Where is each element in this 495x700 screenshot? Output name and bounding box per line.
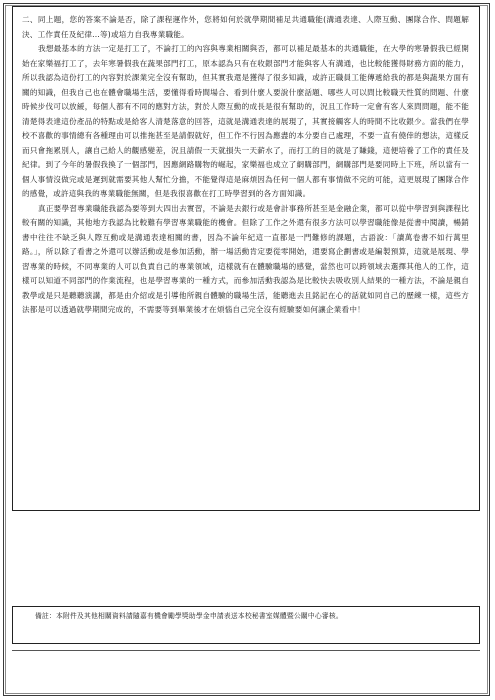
essay-answer-box (12, 6, 480, 511)
question-prompt: 二、同上題，您的答案不論是否，除了課程運作外，您將如何於就學期間補足共通職能(溝通表達、人際互動、團隊合作、問題解決、工作責任及紀律...等)或培力自我專業職能。 (22, 15, 469, 39)
essay-paragraph-professional-skills: 真正要學習專業職能我認為要等到大四出去實習，不論是去銀行或是會計事務所甚至是金融企業，都可以從中學習到與課程比較有關的知識，其他地方我認為比較難有學習專業職能的機會。但除了工作之外還有很多方法可以學習職能像是從書中閱讀，暢銷書中往往不缺乏與人際互動或是溝通表達相關的書，因為不論年紀這一直都是一門難修的課題，古語說：「讀萬卷書不如行萬里路。」，所以除了看書之外還可以辦活動或是參加活動，辦一場活動肯定要從零開始，還要寫企劃書或是編製預算，這就是展現、學習專業的時候，不同專業的人可以負責自己的專業領域，這樣就有在體驗職場的感覺，當然也可以跨領域去選擇其他人的工作，這樣可以知道不同部門的作業流程，也是學習專業的一種方式，而參加活動我認為是比較快去吸收別人結果的一種方法，不論是親自教學或是只是聽聽演講，都是由介紹或是引導他所親自體驗的職場生活，能聽進去且銘記在心的話就如同自己的歷練一樣，這些方法都是可以透過就學期間完成的，不需要等到畢業後才在煩惱自己完全沒有經驗要如何讓企業看中！ (22, 203, 469, 314)
bottom-divider (12, 650, 480, 651)
footer-note: 備註：本附件及其他相關資料請隨嘉有機會勵學獎助學金申請表送本校秘書室媒體暨公關中心審核。 (35, 612, 343, 620)
footer-note-box (12, 606, 480, 644)
essay-paragraph-part-time-job: 我想最基本的方法一定是打工了，不論打工的內容與專業相關與否，都可以補足最基本的共通職能，在大學的寒暑假我已經開始在家樂福打工了，去年寒暑假我在蔬果部門打工，原本認為只有在收銀部門才能與客人有溝通，也比較能獲得財務方面的能力，所以我認為這份打工的內容對於課業完全沒有幫助，但其實我還是獲得了很多知識，或許正職員工能傳遞給我的都是與蔬果方面有關的知識，但我自己也在體會職場生活，要懂得看時間場合、看到什麼人要說什麼話題、哪些人可以問比較職天性質的問題、什麼時候步伐可以放緩，每個人都有不同的應對方法，對於人際互動的成長是很有幫助的，況且工作時一定會有客人來問問題，能不能清楚得表達這份產品的特點或是給客人清楚落意的回答，這就是溝通表達的展現了，其實接觸客人的時間不比收銀少。當我們在學校不喜歡的事情總有各種理由可以推拖甚至是請假就好，但工作不行因為應盡的本分要自己處理，不要一直有僥倖的想法，這樣反而只會拖累別人，讓自己給人的觀感變差，況且請假一天就損失一天薪水了，而打工的目的就是了賺錢，這便培養了工作的責任及紀律。到了今年的暑假我換了一個部門，因應網路購物的崛起，家樂福也成立了網購部門，網購部門是要同時上下班，所以當有一個人事情沒做完或是遲到就需要其他人幫忙分擔，不能覺得這是麻煩因為任何一個人都有事情做不完的可能，這更展現了團隊合作的感覺，或許這與我的專業職能無關，但是我很喜歡在打工時學習到的各方面知識。 (22, 44, 469, 198)
